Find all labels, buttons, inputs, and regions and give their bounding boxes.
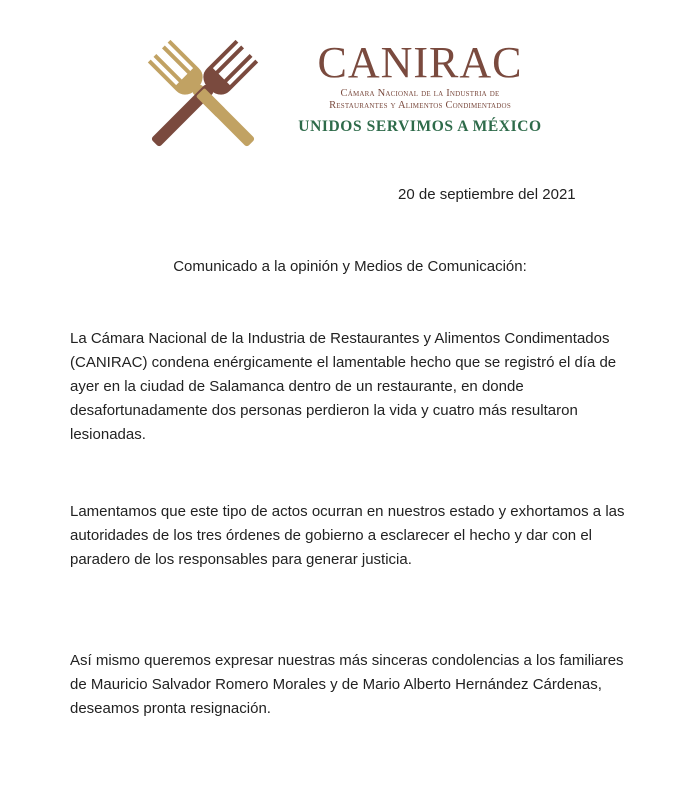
brand-subtitle-line2: Restaurantes y Alimentos Condimentados <box>329 100 511 111</box>
paragraph-3: Así mismo queremos expresar nuestras más sinceras condolencias a los familiares de Mauricio Salvador Romero Morales y de Mario Alberto Hernández Cárdenas, deseamos pronta resignación. <box>70 652 624 717</box>
brand-name: CANIRAC <box>317 38 523 87</box>
brand-motto: UNIDOS SERVIMOS A MÉXICO <box>298 118 542 135</box>
brand-block <box>290 38 550 136</box>
document-date: 20 de septiembre del 2021 <box>398 186 576 203</box>
paragraph-1: La Cámara Nacional de la Industria de Restaurantes y Alimentos Condimentados (CANIRAC) condena enérgicamente el lamentable hecho que se registró el día de ayer en la ciudad de Salamanca dentro de un restaurante, en donde desafortunadamente dos personas perdieron la vida y cuatro más resultaron lesionadas. <box>70 330 617 443</box>
paragraph-2: Lamentamos que este tipo de actos ocurran en nuestros estado y exhortamos a las autoridades de los tres órdenes de gobierno a esclarecer el hecho y dar con el paradero de los responsables para generar justicia. <box>70 503 625 568</box>
brand-subtitle-line1: Cámara Nacional de la Industria de <box>340 88 500 99</box>
document-heading: Comunicado a la opinión y Medios de Comunicación: <box>173 258 527 275</box>
crossed-forks-icon <box>132 24 274 166</box>
